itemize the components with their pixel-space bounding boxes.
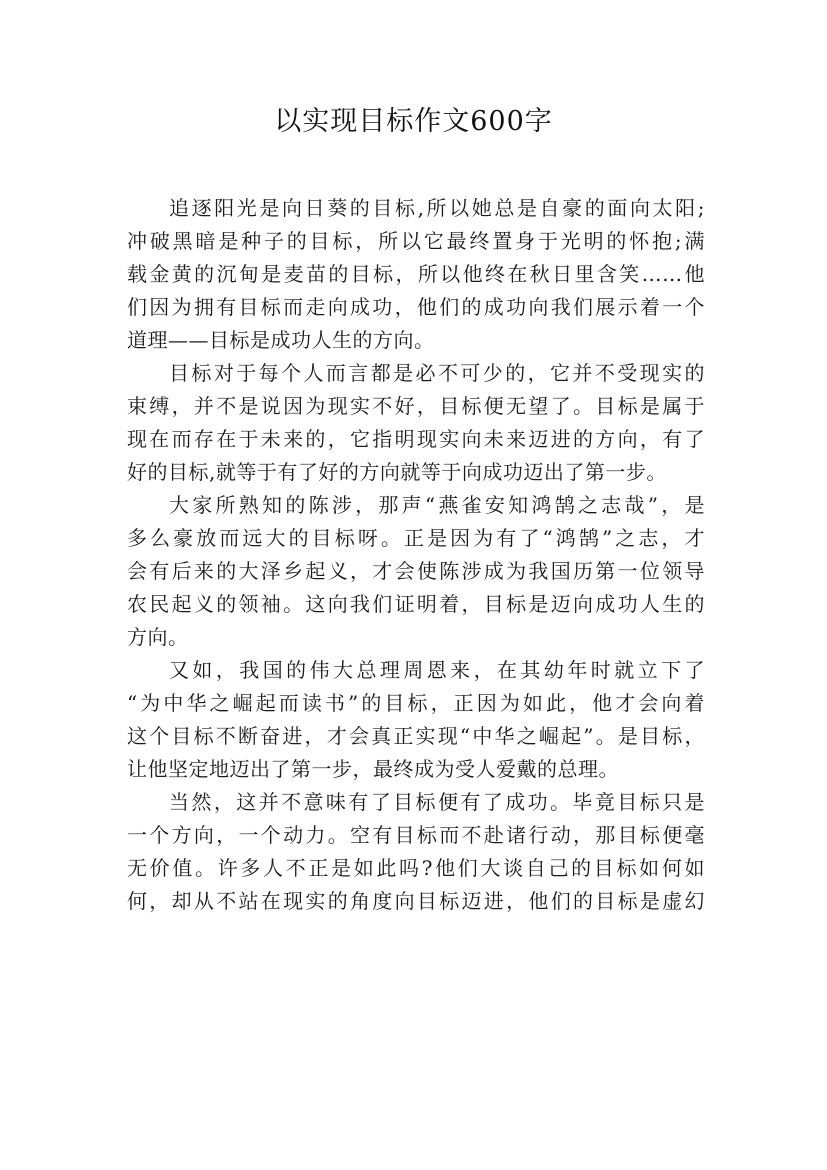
document-title: 以实现目标作文600字 (274, 106, 553, 137)
text-line: 束缚，并不是说因为现实不好，目标便无望了。目标是属于 (127, 394, 705, 418)
text-line: 多么豪放而远大的目标呀。正是因为有了“鸿鹄”之志，才 (127, 526, 705, 550)
text-line: 一个方向，一个动力。空有目标而不赴诸行动，那目标便毫 (127, 823, 705, 847)
document-body (127, 192, 705, 918)
text-line: “为中华之崛起而读书”的目标，正因为如此，他才会向着 (127, 691, 705, 715)
text-line: 会有后来的大泽乡起义，才会使陈涉成为我国历第一位领导 (127, 559, 705, 583)
text-line: 道理——目标是成功人生的方向。 (127, 328, 435, 352)
text-line: 又如，我国的伟大总理周恩来，在其幼年时就立下了 (169, 658, 705, 682)
text-line: 让他坚定地迈出了第一步，最终成为受人爱戴的总理。 (127, 757, 619, 781)
text-line: 们因为拥有目标而走向成功，他们的成功向我们展示着一个 (127, 295, 705, 319)
text-line: 大家所熟知的陈涉，那声“燕雀安知鸿鹄之志哉”，是 (169, 493, 705, 517)
text-line: 无价值。许多人不正是如此吗?他们大谈自己的目标如何如 (127, 856, 705, 880)
text-line: 追逐阳光是向日葵的目标,所以她总是自豪的面向太阳; (169, 196, 705, 220)
text-line: 方向。 (127, 625, 189, 649)
text-line: 载金黄的沉甸是麦苗的目标，所以他终在秋日里含笑……他 (127, 262, 705, 286)
text-line: 当然，这并不意味有了目标便有了成功。毕竟目标只是 (169, 790, 705, 814)
text-line: 现在而存在于未来的，它指明现实向未来迈进的方向，有了 (127, 427, 705, 451)
text-line: 好的目标,就等于有了好的方向就等于向成功迈出了第一步。 (127, 460, 667, 484)
text-line: 目标对于每个人而言都是必不可少的，它并不受现实的 (169, 361, 705, 385)
text-line: 这个目标不断奋进，才会真正实现“中华之崛起”。是目标， (127, 724, 705, 748)
text-line: 农民起义的领袖。这向我们证明着，目标是迈向成功人生的 (127, 592, 705, 616)
text-line: 何，却从不站在现实的角度向目标迈进，他们的目标是虚幻 (127, 889, 705, 913)
text-line: 冲破黑暗是种子的目标，所以它最终置身于光明的怀抱;满 (127, 229, 705, 253)
